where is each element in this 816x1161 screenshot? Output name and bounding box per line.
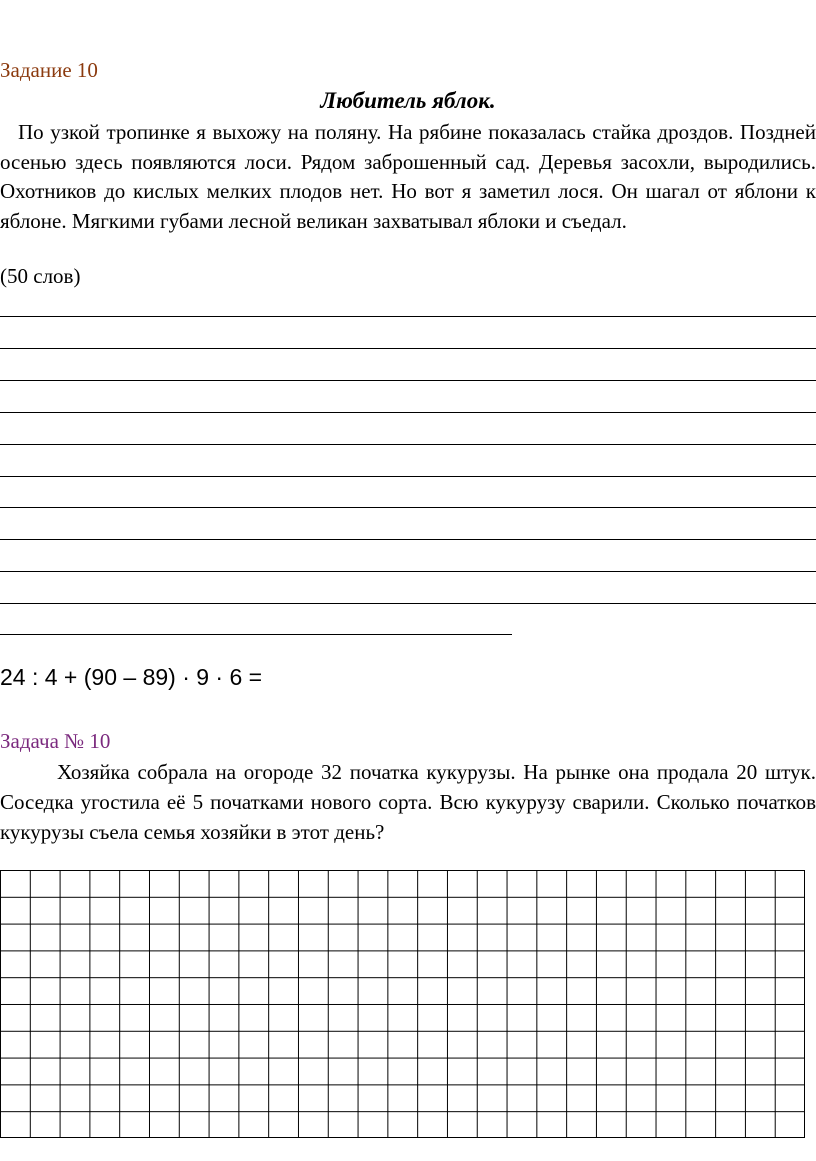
- writing-line: [0, 412, 816, 413]
- writing-line: [0, 476, 816, 477]
- writing-line: [0, 507, 816, 508]
- word-problem-text: Хозяйка собрала на огороде 32 початка кукурузы. На рынке она продала 20 штук. Соседка угостила её 5 початками нового сорта. Всю кукурузу сварили. Сколько початков кукурузы съела семья хозяйки в этот день?: [0, 760, 816, 844]
- word-count: (50 слов): [0, 264, 81, 288]
- problem-heading: Задача № 10: [0, 729, 111, 753]
- text-title: Любитель яблок.: [320, 88, 496, 113]
- assignment-heading: Задание 10: [0, 58, 98, 82]
- writing-line: [0, 316, 816, 317]
- writing-line: [0, 444, 816, 445]
- writing-line: [0, 380, 816, 381]
- writing-line: [0, 634, 512, 635]
- answer-grid: [0, 870, 805, 1138]
- writing-line: [0, 603, 816, 604]
- dictation-text: По узкой тропинке я выхожу на поляну. На рябине показалась стайка дроздов. Поздней осенью здесь появляются лоси. Рядом заброшенный сад. Деревья засохли, выродились. Охотников до кислых мелких плодов нет. Но вот я заметил лося. Он шагал от яблони к яблоне. Мягкими губами лесной великан захватывал яблоки и съедал.: [0, 120, 816, 233]
- math-expression: 24 : 4 + (90 – 89) · 9 · 6 =: [0, 664, 263, 690]
- writing-line: [0, 571, 816, 572]
- writing-line: [0, 539, 816, 540]
- writing-line: [0, 348, 816, 349]
